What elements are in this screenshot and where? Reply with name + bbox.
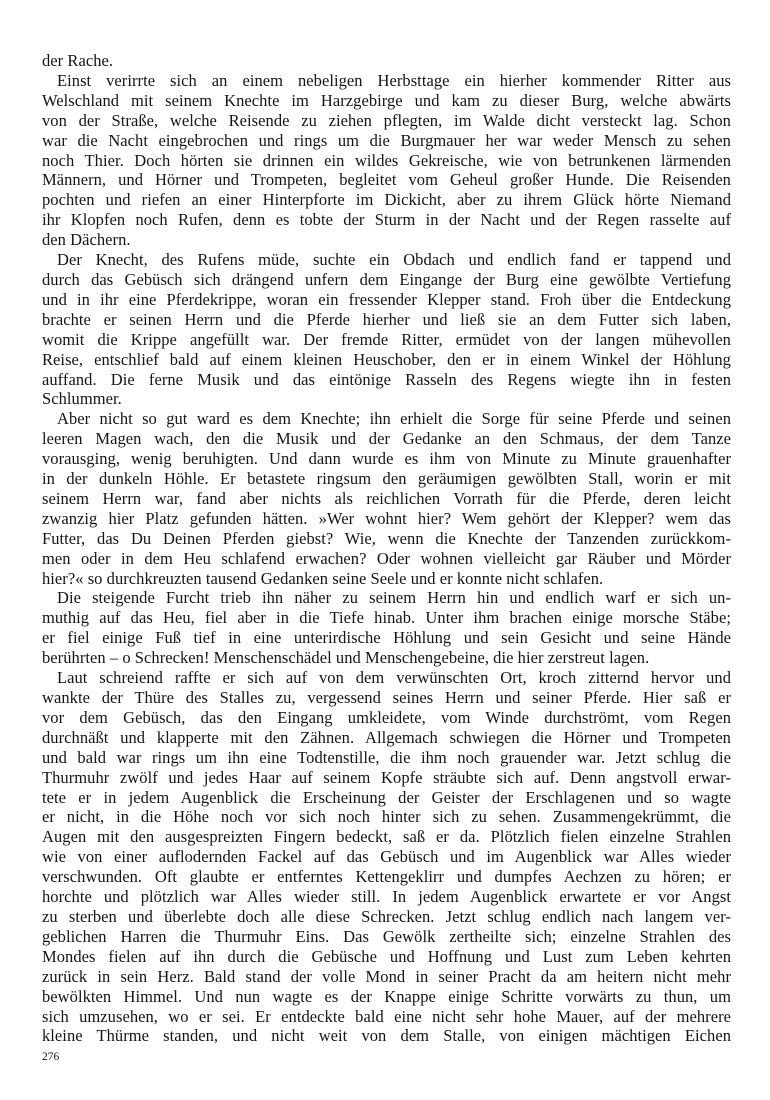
text-line: Laut schreiend raffte er sich auf von dem verwünschten Ort, kroch zitternd hervor und <box>57 668 731 688</box>
text-line: geblichen Harren die Thurmuhr Eins. Das Gewölk zertheilte sich; einzelne Strahlen des <box>42 926 731 946</box>
text-line: tete er in jedem Augenblick die Erscheinung der Geister der Erschlagenen und so wagte <box>42 787 731 807</box>
text-line: ihr Klopfen noch Rufen, denn es tobte der Sturm in der Nacht und der Regen rasselte auf <box>42 210 731 230</box>
text-line: Männern, und Hörner und Trompeten, begleitet vom Geheul großer Hunde. Die Reisenden <box>42 170 731 190</box>
text-line: noch Thier. Doch hörten sie drinnen ein wildes Gekreische, wie von betrunkenen lärmenden <box>42 150 731 170</box>
text-line: Futter, das Du Deinen Pferden giebst? Wie, wenn die Knechte der Tanzenden zurückkom- <box>42 528 731 548</box>
text-line: zwanzig hier Platz gefunden hätten. »Wer wohnt hier? Wem gehört der Klepper? wem das <box>42 508 731 528</box>
text-line: horchte und plötzlich war Alles wieder still. In jedem Augenblick erwartete er vor Angst <box>42 887 731 907</box>
text-line: den Dächern. <box>42 230 131 250</box>
page-number: 276 <box>42 1051 60 1063</box>
text-line: und in ihr eine Pferdekrippe, woran ein fressender Klepper stand. Froh über die Entdeckung <box>42 289 731 309</box>
paragraph <box>42 71 731 250</box>
text-line: Thurmuhr zwölf und jedes Haar auf seinem Kopfe sträubte sich auf. Denn angstvoll erwar- <box>42 767 731 787</box>
text-block <box>42 51 731 1046</box>
text-line: vorausging, wenig beruhigten. Und dann wurde es ihm von Minute zu Minute grauenhafter <box>42 449 731 469</box>
text-line: Der Knecht, des Rufens müde, suchte ein Obdach und endlich fand er tappend und <box>57 250 731 270</box>
paragraph <box>42 250 731 409</box>
text-line: zurück in sein Herz. Bald stand der volle Mond in seiner Pracht da am heitern nicht mehr <box>42 966 731 986</box>
text-line: hier?« so durchkreuzten tausend Gedanken seine Seele und er konnte nicht schlafen. <box>42 568 604 588</box>
text-line: Aber nicht so gut ward es dem Knechte; ihn erhielt die Sorge für seine Pferde und seinen <box>57 409 731 429</box>
paragraph <box>42 51 731 71</box>
text-line: leeren Magen wach, den die Musik und der Gedanke an den Schmaus, der dem Tanze <box>42 429 731 449</box>
text-line: in der dunkeln Höhle. Er betastete ringsum den geräumigen gewölbten Stall, worin er mit <box>42 469 731 489</box>
text-line: Schlummer. <box>42 389 122 409</box>
text-line: er nicht, in die Höhe noch vor sich noch hinter sich zu sehen. Zusammengekrümmt, die <box>42 807 731 827</box>
text-line: vor dem Gebüsch, das den Eingang umkleidete, vom Winde durchströmt, vom Regen <box>42 707 731 727</box>
text-line: durch das Gebüsch sich drängend unfern dem Eingange der Burg eine gewölbte Vertiefung <box>42 269 731 289</box>
paragraph <box>42 668 731 1046</box>
text-line: sich umzusehen, wo er sei. Er entdeckte bald eine nicht sehr hohe Mauer, auf der mehrere <box>42 1006 731 1026</box>
text-line: brachte er seinen Herrn und die Pferde hierher und ließ sie an dem Futter sich laben, <box>42 309 731 329</box>
paragraph <box>42 409 731 588</box>
text-line: muthig auf das Heu, fiel aber in die Tiefe hinab. Unter ihm brachen einige morsche Stäbe; <box>42 608 731 628</box>
text-line: Die steigende Furcht trieb ihn näher zu seinem Herrn hin und endlich warf er sich un- <box>57 588 731 608</box>
text-line: Mondes fielen auf ihn durch die Gebüsche und Hoffnung und Lust zum Leben kehrten <box>42 946 731 966</box>
text-line: womit die Krippe angefüllt war. Der fremde Ritter, ermüdet von der langen mühevollen <box>42 329 731 349</box>
text-line: Welschland mit seinem Knechte im Harzgebirge und kam zu dieser Burg, welche abwärts <box>42 90 731 110</box>
text-line: Augen mit den ausgespreizten Fingern bedeckt, saß er da. Plötzlich fielen einzelne Strahlen <box>42 827 731 847</box>
text-line: pochten und riefen an einer Hinterpforte im Dickicht, aber zu ihrem Glück hörte Niemand <box>42 190 731 210</box>
text-line: verschwunden. Oft glaubte er entferntes Kettengeklirr und dumpfes Aechzen zu hören; er <box>42 867 731 887</box>
text-line: war die Nacht eingebrochen und rings um die Burgmauer her war weder Mensch zu sehen <box>42 130 731 150</box>
text-line: Einst verirrte sich an einem nebeligen Herbsttage ein hierher kommender Ritter aus <box>57 70 731 90</box>
text-line: der Rache. <box>42 51 114 70</box>
text-line: berührten – o Schrecken! Menschenschädel und Menschengebeine, die hier zerstreut lagen. <box>42 648 650 668</box>
text-line: von der Straße, welche Reisende zu ziehen pflegten, im Walde dicht versteckt lag. Schon <box>42 110 731 130</box>
text-line: bewölkten Himmel. Und nun wagte es der Knappe einige Schritte vorwärts zu thun, um <box>42 986 731 1006</box>
text-line: seinem Herrn war, fand aber nichts als reichlichen Vorrath für die Pferde, deren leicht <box>42 488 731 508</box>
text-line: wankte der Thüre des Stalles zu, vergessend seines Herrn und seiner Pferde. Hier saß er <box>42 688 731 707</box>
text-line: er fiel einige Fuß tief in eine unterirdische Höhlung und sein Gesicht und seine Hände <box>42 628 731 648</box>
text-line: wie von einer auflodernden Fackel auf das Gebüsch und im Augenblick war Alles wieder <box>42 847 731 867</box>
text-line: Reise, entschlief bald auf einem kleinen Heuschober, den er in einem Winkel der Höhlung <box>42 349 731 369</box>
paragraph <box>42 588 731 668</box>
text-line: kleine Thürme standen, und nicht weit von dem Stalle, von einigen mächtigen Eichen <box>42 1026 731 1046</box>
text-line: durchnäßt und klapperte mit den Zähnen. Allgemach schwiegen die Hörner und Trompeten <box>42 727 731 747</box>
text-line: auffand. Die ferne Musik und das eintönige Rasseln des Regens wiegte ihn in festen <box>42 369 731 389</box>
text-line: und bald war rings um ihn eine Todtenstille, die ihm noch grauender war. Jetzt schlug die <box>42 747 731 767</box>
text-line: men oder in dem Heu schlafend erwachen? Oder wohnen vielleicht gar Räuber und Mörder <box>42 548 731 568</box>
text-line: zu sterben und überlebte doch alle diese Schrecken. Jetzt schlug endlich nach langem ver- <box>42 906 731 926</box>
